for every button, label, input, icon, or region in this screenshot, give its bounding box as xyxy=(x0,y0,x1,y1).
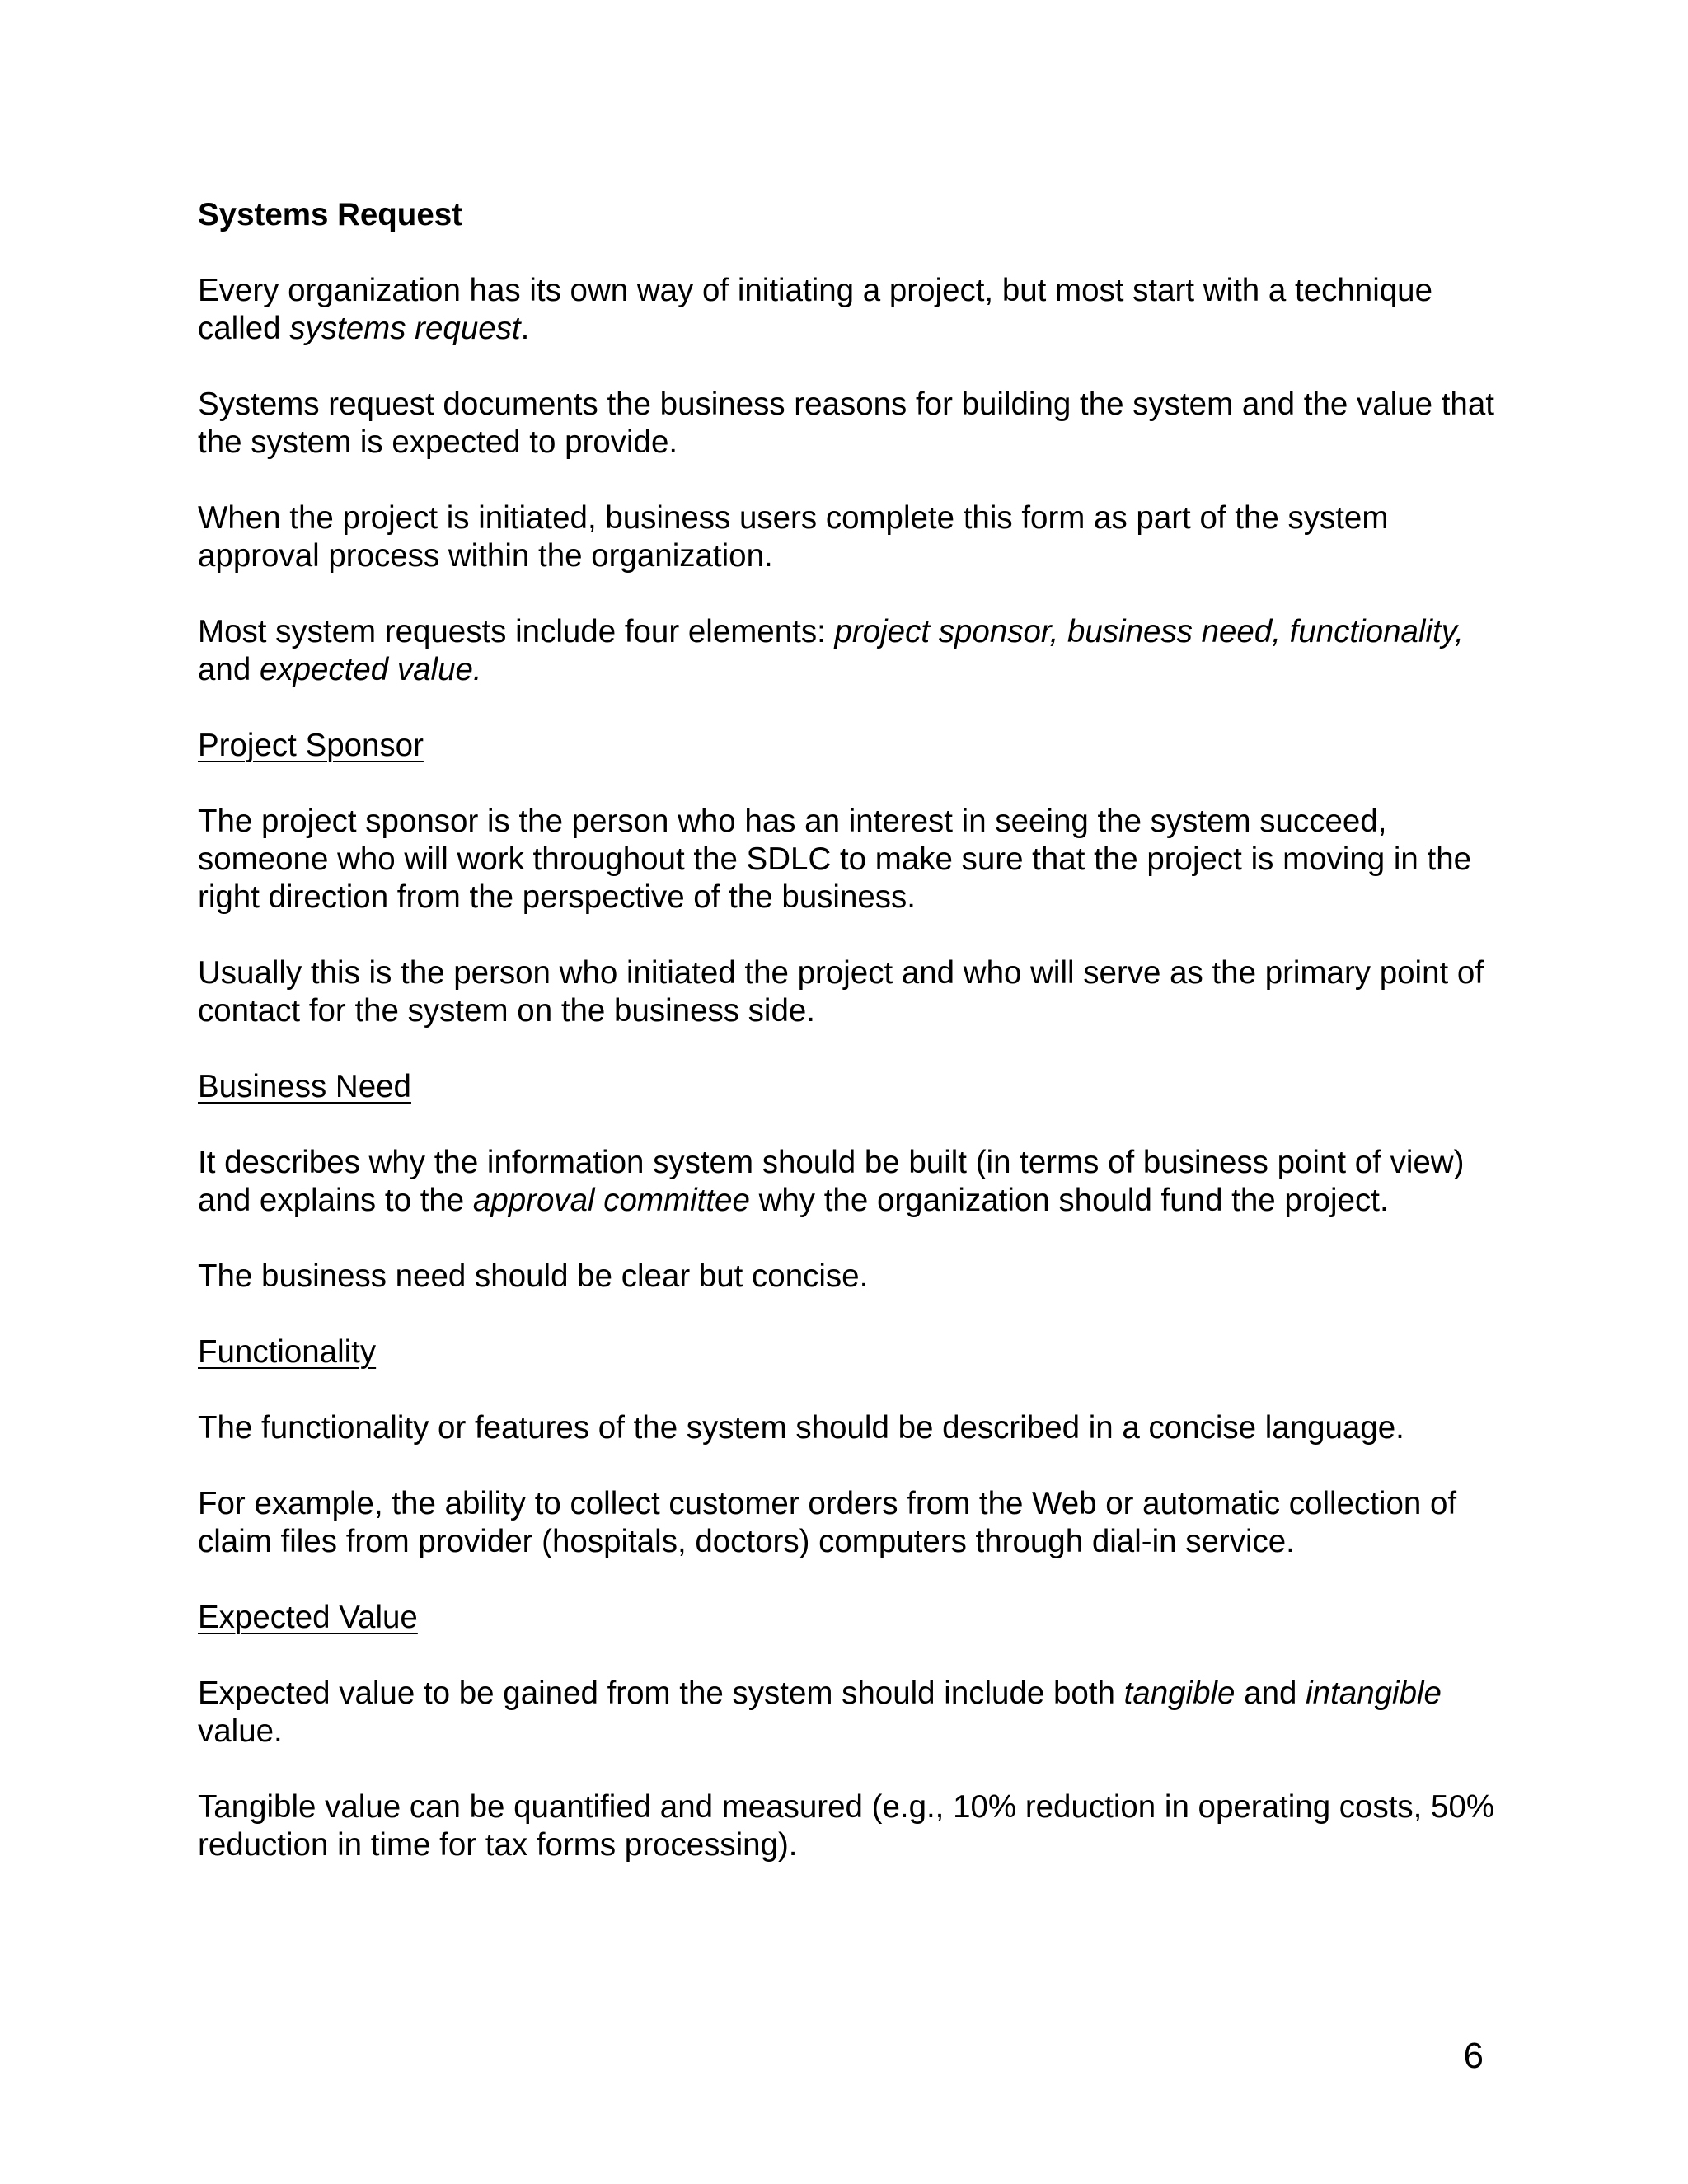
business-need-paragraph-1-text: It describes why the information system should be built (in terms of business point of view) and explains to the xyxy=(198,1145,1465,1218)
page-content xyxy=(198,196,1500,1902)
section-heading-functionality xyxy=(198,1333,1500,1371)
intro-paragraph-4-emphasis-1: project sponsor, business need, functionality, xyxy=(834,614,1464,649)
functionality-paragraph-1: The functionality or features of the system should be described in a concise language. xyxy=(198,1410,1404,1446)
functionality-heading-text: Functionality xyxy=(198,1334,377,1370)
page-title: Systems Request xyxy=(198,197,462,232)
business-need-paragraph-1-end: why the organization should fund the project. xyxy=(749,1183,1389,1218)
intro-paragraph-1 xyxy=(198,272,1500,348)
intro-paragraph-4-emphasis-2: expected value. xyxy=(259,652,482,687)
intro-paragraph-1-end: . xyxy=(520,311,530,346)
project-sponsor-heading-text: Project Sponsor xyxy=(198,728,424,763)
business-need-heading-text: Business Need xyxy=(198,1069,411,1104)
business-need-paragraph-2: The business need should be clear but concise. xyxy=(198,1258,869,1294)
intro-paragraph-4-text: Most system requests include four elements: xyxy=(198,614,835,649)
intro-paragraph-2: Systems request documents the business reasons for building the system and the value that the system is expected to provide. xyxy=(198,387,1494,460)
expected-value-paragraph-1-mid: and xyxy=(1235,1675,1306,1711)
functionality-paragraph-2: For example, the ability to collect customer orders from the Web or automatic collection of claim files from provider (hospitals, doctors) computers through dial-in service. xyxy=(198,1486,1457,1559)
intro-paragraph-4 xyxy=(198,613,1500,689)
page-number: 6 xyxy=(1463,2036,1484,2076)
intro-paragraph-1-text: Every organization has its own way of initiating a project, but most start with a technique called xyxy=(198,273,1432,346)
business-need-paragraph-1 xyxy=(198,1144,1500,1220)
intro-paragraph-3: When the project is initiated, business users complete this form as part of the system approval process within the organization. xyxy=(198,500,1389,574)
expected-value-paragraph-2: Tangible value can be quantified and measured (e.g., 10% reduction in operating costs, 50% reduction in time for tax forms processing). xyxy=(198,1789,1495,1863)
section-heading-business-need xyxy=(198,1068,1500,1106)
section-heading-project-sponsor xyxy=(198,727,1500,765)
expected-value-paragraph-1-emphasis-2: intangible xyxy=(1306,1675,1442,1711)
expected-value-paragraph-1-end: value. xyxy=(198,1713,283,1749)
business-need-paragraph-1-emphasis: approval committee xyxy=(472,1183,750,1218)
intro-paragraph-1-emphasis: systems request xyxy=(289,311,521,346)
expected-value-paragraph-1 xyxy=(198,1675,1500,1750)
expected-value-heading-text: Expected Value xyxy=(198,1600,418,1635)
section-heading-expected-value xyxy=(198,1599,1500,1637)
expected-value-paragraph-1-emphasis-1: tangible xyxy=(1123,1675,1236,1711)
expected-value-paragraph-1-text: Expected value to be gained from the system should include both xyxy=(198,1675,1124,1711)
project-sponsor-paragraph-1: The project sponsor is the person who has an interest in seeing the system succeed, someone who will work throughout the SDLC to make sure that the project is moving in the right direction from the perspective of the business. xyxy=(198,804,1472,915)
project-sponsor-paragraph-2: Usually this is the person who initiated the project and who will serve as the primary point of contact for the system on the business side. xyxy=(198,955,1484,1029)
intro-paragraph-4-mid: and xyxy=(198,652,260,687)
